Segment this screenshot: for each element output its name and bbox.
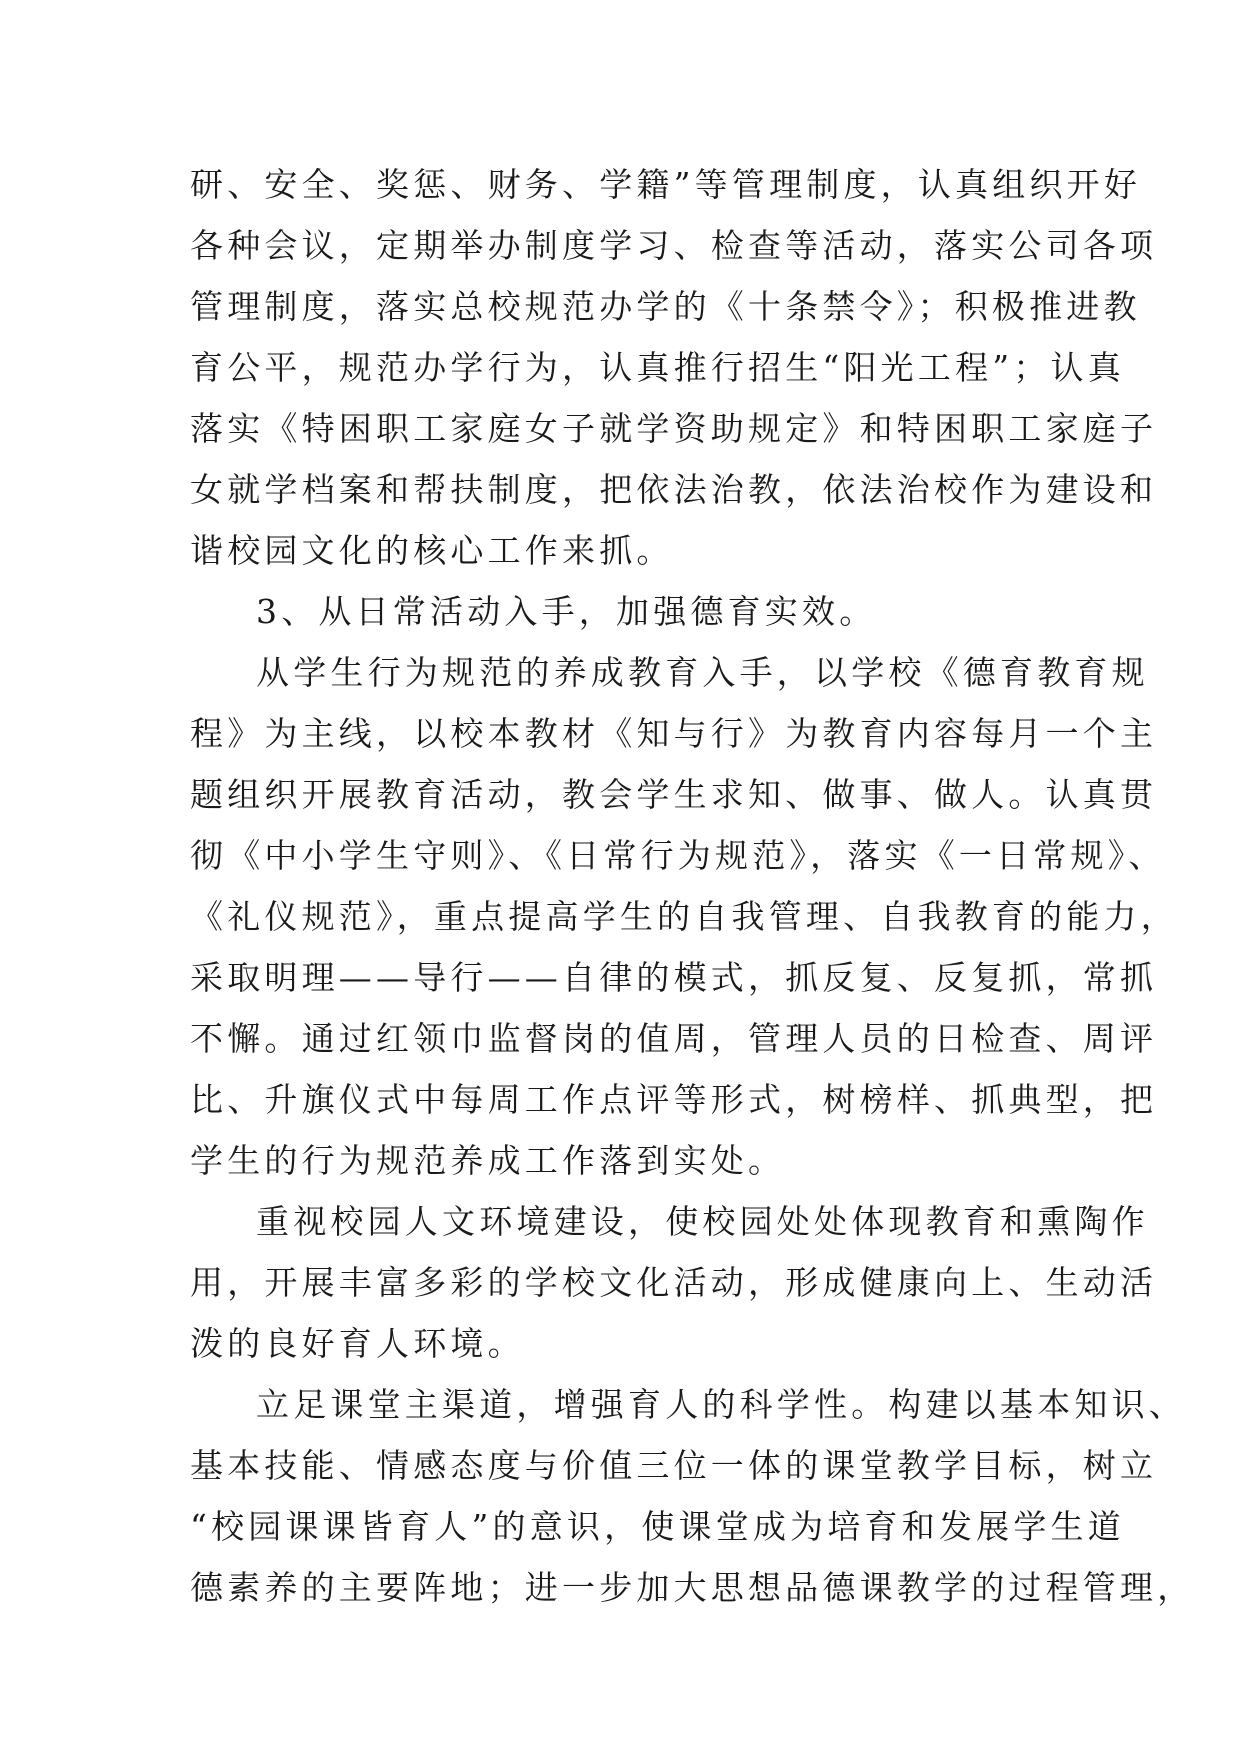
text-line: 女就学档案和帮扶制度，把依法治教，依法治校作为建设和 [190, 470, 1158, 509]
text-line: 各种会议，定期举办制度学习、检查等活动，落实公司各项 [190, 226, 1158, 265]
document-body [190, 154, 1195, 1618]
text-line: 研、安全、奖惩、财务、学籍”等管理制度，认真组织开好 [190, 165, 1142, 204]
text-line: 采取明理——导行——自律的模式，抓反复、反复抓，常抓 [190, 958, 1158, 997]
text-line: 德素养的主要阵地；进一步加大思想品德课教学的过程管理， [190, 1568, 1195, 1607]
text-line: 立足课堂主渠道，增强育人的科学性。构建以基本知识、 [256, 1385, 1186, 1424]
text-line: 落实《特困职工家庭女子就学资助规定》和特困职工家庭子 [190, 409, 1158, 448]
text-line: 比、升旗仪式中每周工作点评等形式，树榜样、抓典型，把 [190, 1080, 1158, 1119]
text-line: 重视校园人文环境建设，使校园处处体现教育和熏陶作 [256, 1202, 1149, 1241]
text-line: 从学生行为规范的养成教育入手，以学校《德育教育规 [256, 653, 1149, 692]
text-line: 基本技能、情感态度与价值三位一体的课堂教学目标，树立 [190, 1446, 1158, 1485]
text-line: 程》为主线，以校本教材《知与行》为教育内容每月一个主 [190, 714, 1158, 753]
text-line: 彻《中小学生守则》、《日常行为规范》，落实《一日常规》、 [190, 836, 1166, 875]
text-line: 不懈。通过红领巾监督岗的值周，管理人员的日检查、周评 [190, 1019, 1158, 1058]
text-line: 题组织开展教育活动，教会学生求知、做事、做人。认真贯 [190, 775, 1158, 814]
text-line: 学生的行为规范养成工作落到实处。 [190, 1141, 786, 1180]
text-line: 泼的良好育人环境。 [190, 1324, 525, 1363]
text-line: “校园课课皆育人”的意识，使课堂成为培育和发展学生道 [190, 1507, 1125, 1546]
text-line: 用，开展丰富多彩的学校文化活动，形成健康向上、生动活 [190, 1263, 1158, 1302]
text-line: 育公平，规范办学行为，认真推行招生“阳光工程”；认真 [190, 348, 1125, 387]
text-line: 管理制度，落实总校规范办学的《十条禁令》；积极推进教 [190, 287, 1141, 326]
text-line: 谐校园文化的核心工作来抓。 [190, 531, 674, 570]
section-heading: 3、从日常活动入手，加强德育实效。 [256, 592, 877, 631]
text-line: 《礼仪规范》，重点提高学生的自我管理、自我教育的能力， [190, 897, 1178, 936]
